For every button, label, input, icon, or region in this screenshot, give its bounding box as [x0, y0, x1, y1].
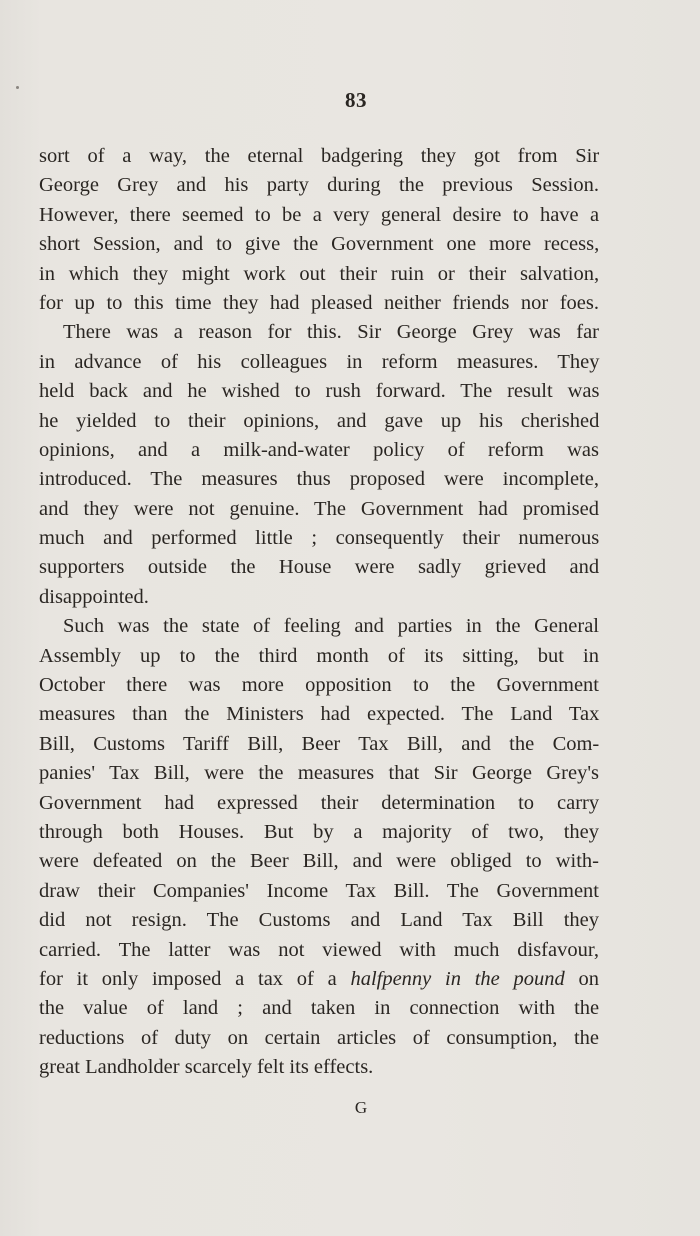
text-line: Bill, Customs Tariff Bill, Beer Tax Bill, and the Com-: [39, 732, 600, 755]
text-line: George Grey and his party during the previous Session.: [39, 174, 599, 197]
text-line: measures than the Ministers had expected. The Land Tax: [39, 703, 600, 726]
text-line: October there was more opposition to the Government: [39, 674, 599, 697]
text-line-with-italic: [39, 965, 599, 994]
paragraph-start-line: There was a reason for this. Sir George Grey was far: [63, 321, 599, 344]
text-line: introduced. The measures thus proposed were incomplete,: [39, 468, 599, 491]
text-line: sort of a way, the eternal badgering they got from Sir: [39, 145, 600, 167]
text-line: much and performed little ; consequently their numerous: [39, 527, 600, 550]
text-line: he yielded to their opinions, and gave up his cherished: [39, 409, 600, 432]
text-line: short Session, and to give the Government one more recess,: [39, 233, 600, 256]
text-line: and they were not genuine. The Government had promised: [39, 497, 599, 520]
body-text: [39, 142, 599, 1083]
text-line: the value of land ; and taken in connection with the: [39, 997, 600, 1020]
italic-phrase: halfpenny in the pound: [350, 967, 565, 990]
text-line: did not resign. The Customs and Land Tax Bill they: [39, 909, 599, 932]
text-line: in advance of his colleagues in reform measures. They: [39, 350, 600, 373]
text-line: through both Houses. But by a majority of two, they: [39, 820, 599, 843]
signature-mark: G: [354, 1098, 368, 1117]
text-line: opinions, and a milk-and-water policy of reform was: [39, 438, 599, 461]
text-line: held back and he wished to rush forward. The result was: [39, 380, 600, 403]
page-number: 83: [345, 88, 367, 112]
text-line: supporters outside the House were sadly grieved and: [39, 556, 600, 579]
text-line: great Landholder scarcely felt its effects.: [39, 1056, 374, 1079]
text-line-end: on: [564, 967, 599, 990]
text-line: Government had expressed their determination to carry: [39, 791, 600, 814]
text-line: for up to this time they had pleased neither friends nor foes.: [39, 291, 599, 314]
text-line: Assembly up to the third month of its sitting, but in: [39, 644, 599, 667]
text-line: draw their Companies' Income Tax Bill. The Government: [39, 879, 599, 902]
paragraph-start-line: Such was the state of feeling and parties in the General: [63, 615, 599, 638]
text-line: However, there seemed to be a very general desire to have a: [39, 203, 600, 226]
text-line: disappointed.: [39, 585, 149, 608]
text-line: carried. The latter was not viewed with much disfavour,: [39, 938, 599, 961]
text-line: reductions of duty on certain articles of consumption, the: [39, 1026, 599, 1049]
text-line: in which they might work out their ruin or their salvation,: [39, 262, 600, 285]
text-line: panies' Tax Bill, were the measures that Sir George Grey's: [39, 762, 599, 785]
text-line: were defeated on the Beer Bill, and were obliged to with-: [39, 850, 599, 873]
text-line-start: for it only imposed a tax of a: [39, 967, 351, 990]
